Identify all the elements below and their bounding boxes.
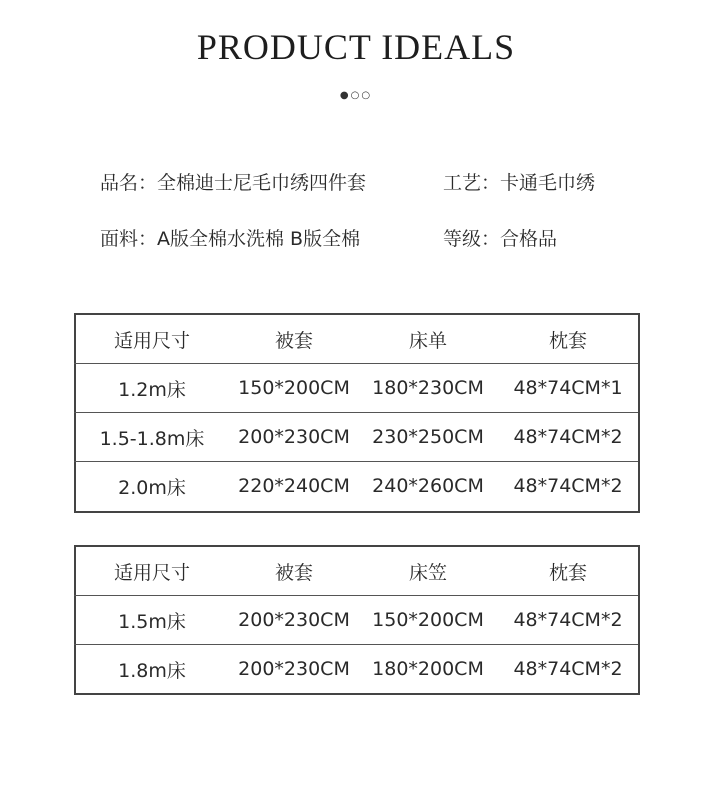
header-cell: 床单	[358, 315, 498, 364]
table-cell: 1.8m床	[118, 659, 186, 682]
header-cell: 适用尺寸	[74, 547, 230, 596]
fabric-label: 面料：	[100, 228, 158, 250]
grade-label: 等级：	[443, 228, 501, 250]
table-cell: 200*230CM	[230, 413, 358, 462]
grade-value: 合格品	[500, 228, 558, 250]
table-cell: 220*240CM	[238, 475, 350, 497]
table-cell: 1.5-1.8m床	[74, 413, 230, 462]
table-cell: 1.5m床	[74, 596, 230, 645]
table-cell: 150*200CM	[230, 364, 358, 413]
table-header-row	[74, 547, 638, 596]
table-cell: 200*230CM	[238, 658, 350, 680]
table-cell: 48*74CM*2	[513, 658, 623, 680]
header-cell: 适用尺寸	[74, 315, 230, 364]
info-grade	[443, 224, 557, 251]
table-row	[74, 645, 638, 694]
fabric-value: A版全棉水洗棉 B版全棉	[157, 228, 361, 250]
size-table-1	[74, 315, 638, 510]
table-cell: 180*200CM	[372, 658, 484, 680]
craft-value: 卡通毛巾绣	[500, 172, 596, 194]
decorative-dots: ●○○	[339, 90, 373, 101]
table-row	[74, 413, 638, 462]
craft-label: 工艺：	[443, 172, 501, 194]
header-cell: 被套	[230, 547, 358, 596]
table-cell: 2.0m床	[118, 476, 186, 499]
table-header-row	[74, 315, 638, 364]
info-craft	[443, 168, 595, 195]
table-cell: 150*200CM	[358, 596, 498, 645]
header-cell: 枕套	[498, 547, 638, 596]
table-row	[74, 596, 638, 645]
table-row	[74, 364, 638, 413]
table-cell: 48*74CM*2	[498, 413, 638, 462]
table-cell: 1.2m床	[74, 364, 230, 413]
table-cell: 240*260CM	[372, 475, 484, 497]
table-cell: 230*250CM	[358, 413, 498, 462]
table-cell: 48*74CM*1	[498, 364, 638, 413]
info-product-name	[100, 168, 366, 195]
page-title: PRODUCT IDEALS	[196, 27, 516, 67]
table-cell: 48*74CM*2	[513, 475, 623, 497]
header-cell: 枕套	[498, 315, 638, 364]
table-cell: 180*230CM	[358, 364, 498, 413]
header-cell: 床笠	[358, 547, 498, 596]
table-cell: 200*230CM	[230, 596, 358, 645]
table-row	[74, 462, 638, 511]
header-cell: 被套	[230, 315, 358, 364]
name-label: 品名：	[100, 172, 158, 194]
name-value: 全棉迪士尼毛巾绣四件套	[157, 172, 367, 194]
size-table-2	[74, 547, 638, 693]
info-fabric	[100, 224, 360, 251]
table-cell: 48*74CM*2	[498, 596, 638, 645]
